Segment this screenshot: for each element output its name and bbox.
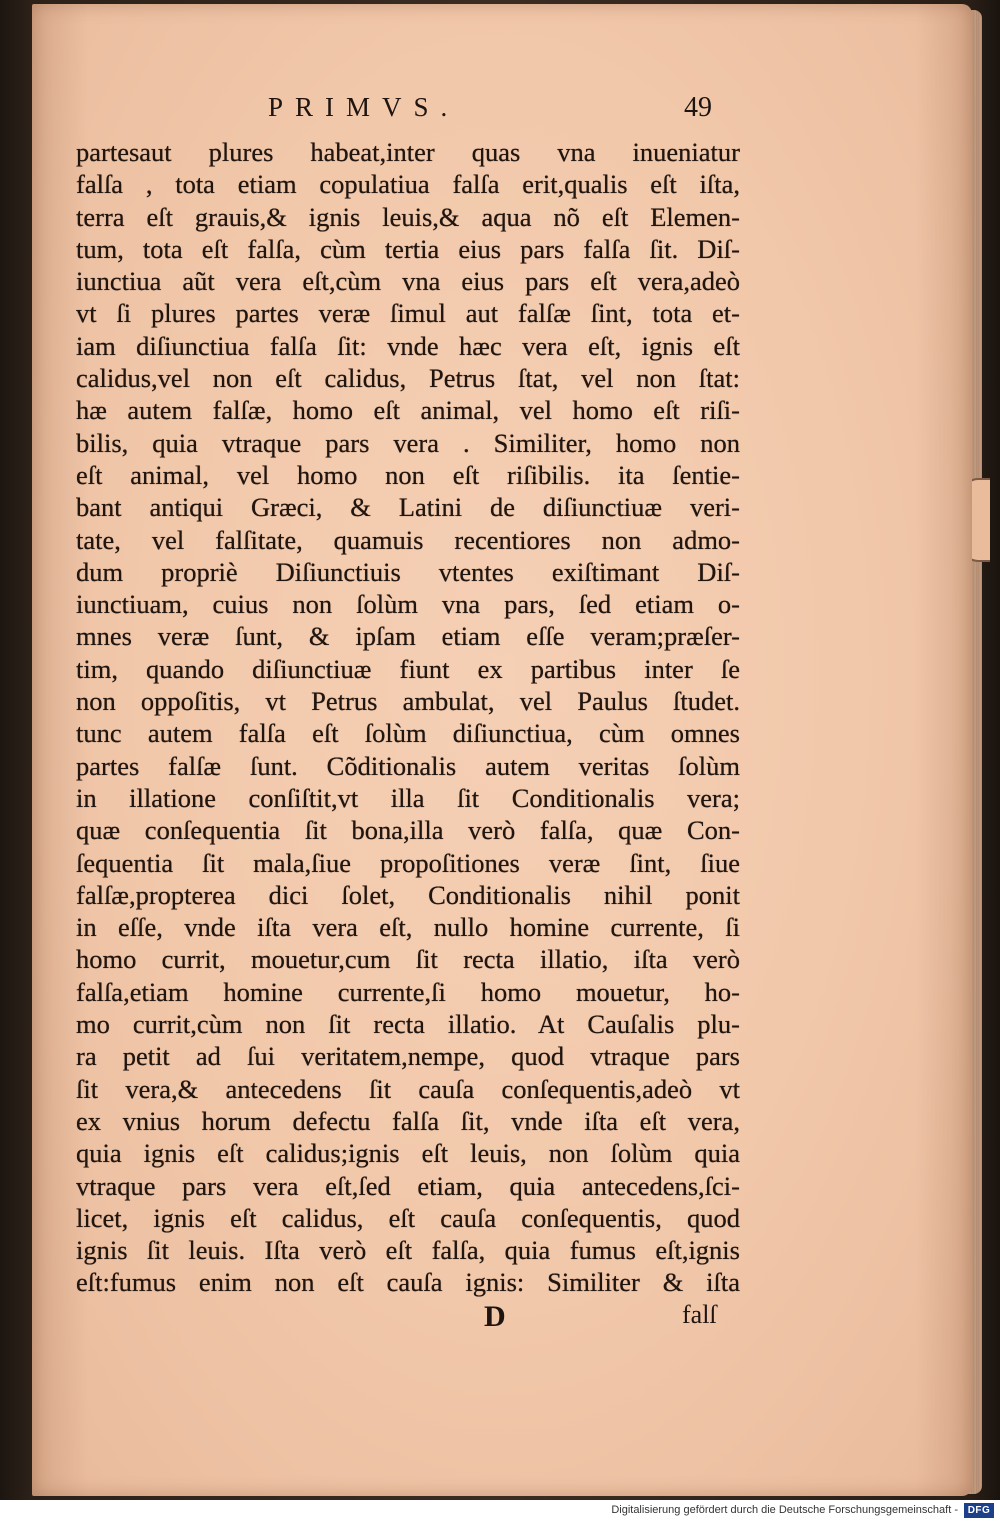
text-line: bilis, quia vtraque pars vera . Similiter, homo non bbox=[76, 427, 740, 458]
text-line: tim, quando diſiunctiuæ fiunt ex partibus inter ſe bbox=[76, 653, 740, 684]
text-line: hæ autem falſæ, homo eſt animal, vel homo eſt riſi- bbox=[76, 395, 740, 426]
text-line: vt ſi plures partes veræ ſimul aut falſæ ſint, tota et- bbox=[76, 298, 740, 329]
text-line: falſa , tota etiam copulatiua falſa erit,qualis eſt iſta, bbox=[76, 169, 740, 200]
text-line: ignis ſit leuis. Iſta verò eſt falſa, quia fumus eſt,ignis bbox=[76, 1235, 740, 1266]
text-line: in eſſe, vnde iſta vera eſt, nullo homine currente, ſi bbox=[76, 912, 740, 943]
text-line: tunc autem falſa eſt ſolùm diſiunctiua, cùm omnes bbox=[76, 718, 740, 749]
text-line: quæ conſequentia ſit bona,illa verò falſa, quæ Con- bbox=[76, 815, 740, 846]
running-head: PRIMVS. bbox=[268, 92, 460, 122]
text-line: ex vnius horum defectu falſa ſit, vnde iſta eſt vera, bbox=[76, 1105, 740, 1136]
text-line: in illatione conſiſtit,vt illa ſit Conditionalis vera; bbox=[76, 782, 740, 813]
text-line: licet, ignis eſt calidus, eſt cauſa conſequentis, quod bbox=[76, 1202, 740, 1233]
text-line: partes falſæ ſunt. Cõditionalis autem veritas ſolùm bbox=[76, 750, 740, 781]
text-line: dum propriè Diſiunctiuis vtentes exiſtimant Diſ- bbox=[76, 556, 740, 587]
dfg-logo: DFG bbox=[964, 1503, 994, 1518]
signature-mark: D bbox=[484, 1300, 506, 1333]
text-line: tum, tota eſt falſa, cùm tertia eius pars falſa ſit. Diſ- bbox=[76, 233, 740, 264]
text-line: ra petit ad ſui veritatem,nempe, quod vtraque pars bbox=[76, 1041, 740, 1072]
text-line: iam diſiunctiua falſa ſit: vnde hæc vera eſt, ignis eſt bbox=[76, 330, 740, 361]
text-line: quia ignis eſt calidus;ignis eſt leuis, non ſolùm quia bbox=[76, 1138, 740, 1169]
text-line: ſit vera,& antecedens ſit cauſa conſequentis,adeò vt bbox=[76, 1073, 740, 1104]
text-line: ſequentia ſit mala,ſiue propoſitiones veræ ſint, ſiue bbox=[76, 847, 740, 878]
text-line: homo currit, mouetur,cum ſit recta illatio, iſta verò bbox=[76, 944, 740, 975]
text-line: falſa,etiam homine currente,ſi homo mouetur, ho- bbox=[76, 976, 740, 1007]
text-line: terra eſt grauis,& ignis leuis,& aqua nõ eſt Elemen- bbox=[76, 201, 740, 232]
text-line: non oppoſitis, vt Petrus ambulat, vel Paulus ſtudet. bbox=[76, 686, 740, 717]
catchword: falſ bbox=[682, 1300, 717, 1329]
footer-bar bbox=[0, 1500, 1000, 1522]
body-text bbox=[76, 136, 740, 1299]
text-line: bant antiqui Græci, & Latini de diſiunctiuæ veri- bbox=[76, 492, 740, 523]
text-line: mnes veræ ſunt, & ipſam etiam eſſe veram;præſer- bbox=[76, 621, 740, 652]
text-line: iunctiuam, cuius non ſolùm vna pars, ſed etiam o- bbox=[76, 589, 740, 620]
text-line: mo currit,cùm non ſit recta illatio. At Cauſalis plu- bbox=[76, 1009, 740, 1040]
text-line: vtraque pars vera eſt,ſed etiam, quia antecedens,ſci- bbox=[76, 1170, 740, 1201]
text-line: eſt animal, vel homo non eſt riſibilis. ita ſentie- bbox=[76, 459, 740, 490]
footer-credit: Digitalisierung gefördert durch die Deutsche Forschungsgemeinschaft - bbox=[611, 1504, 958, 1516]
page-number: 49 bbox=[684, 92, 712, 123]
text-line: partesaut plures habeat,inter quas vna inueniatur bbox=[76, 137, 740, 167]
text-line: eſt:fumus enim non eſt cauſa ignis: Similiter & iſta bbox=[76, 1267, 740, 1298]
text-line: iunctiua aũt vera eſt,cùm vna eius pars eſt vera,adeò bbox=[76, 266, 740, 297]
text-line: falſæ,propterea dici ſolet, Conditionalis nihil ponit bbox=[76, 879, 740, 910]
text-line: calidus,vel non eſt calidus, Petrus ſtat, vel non ſtat: bbox=[76, 363, 740, 394]
text-line: tate, vel falſitate, quamuis recentiores non admo- bbox=[76, 524, 740, 555]
